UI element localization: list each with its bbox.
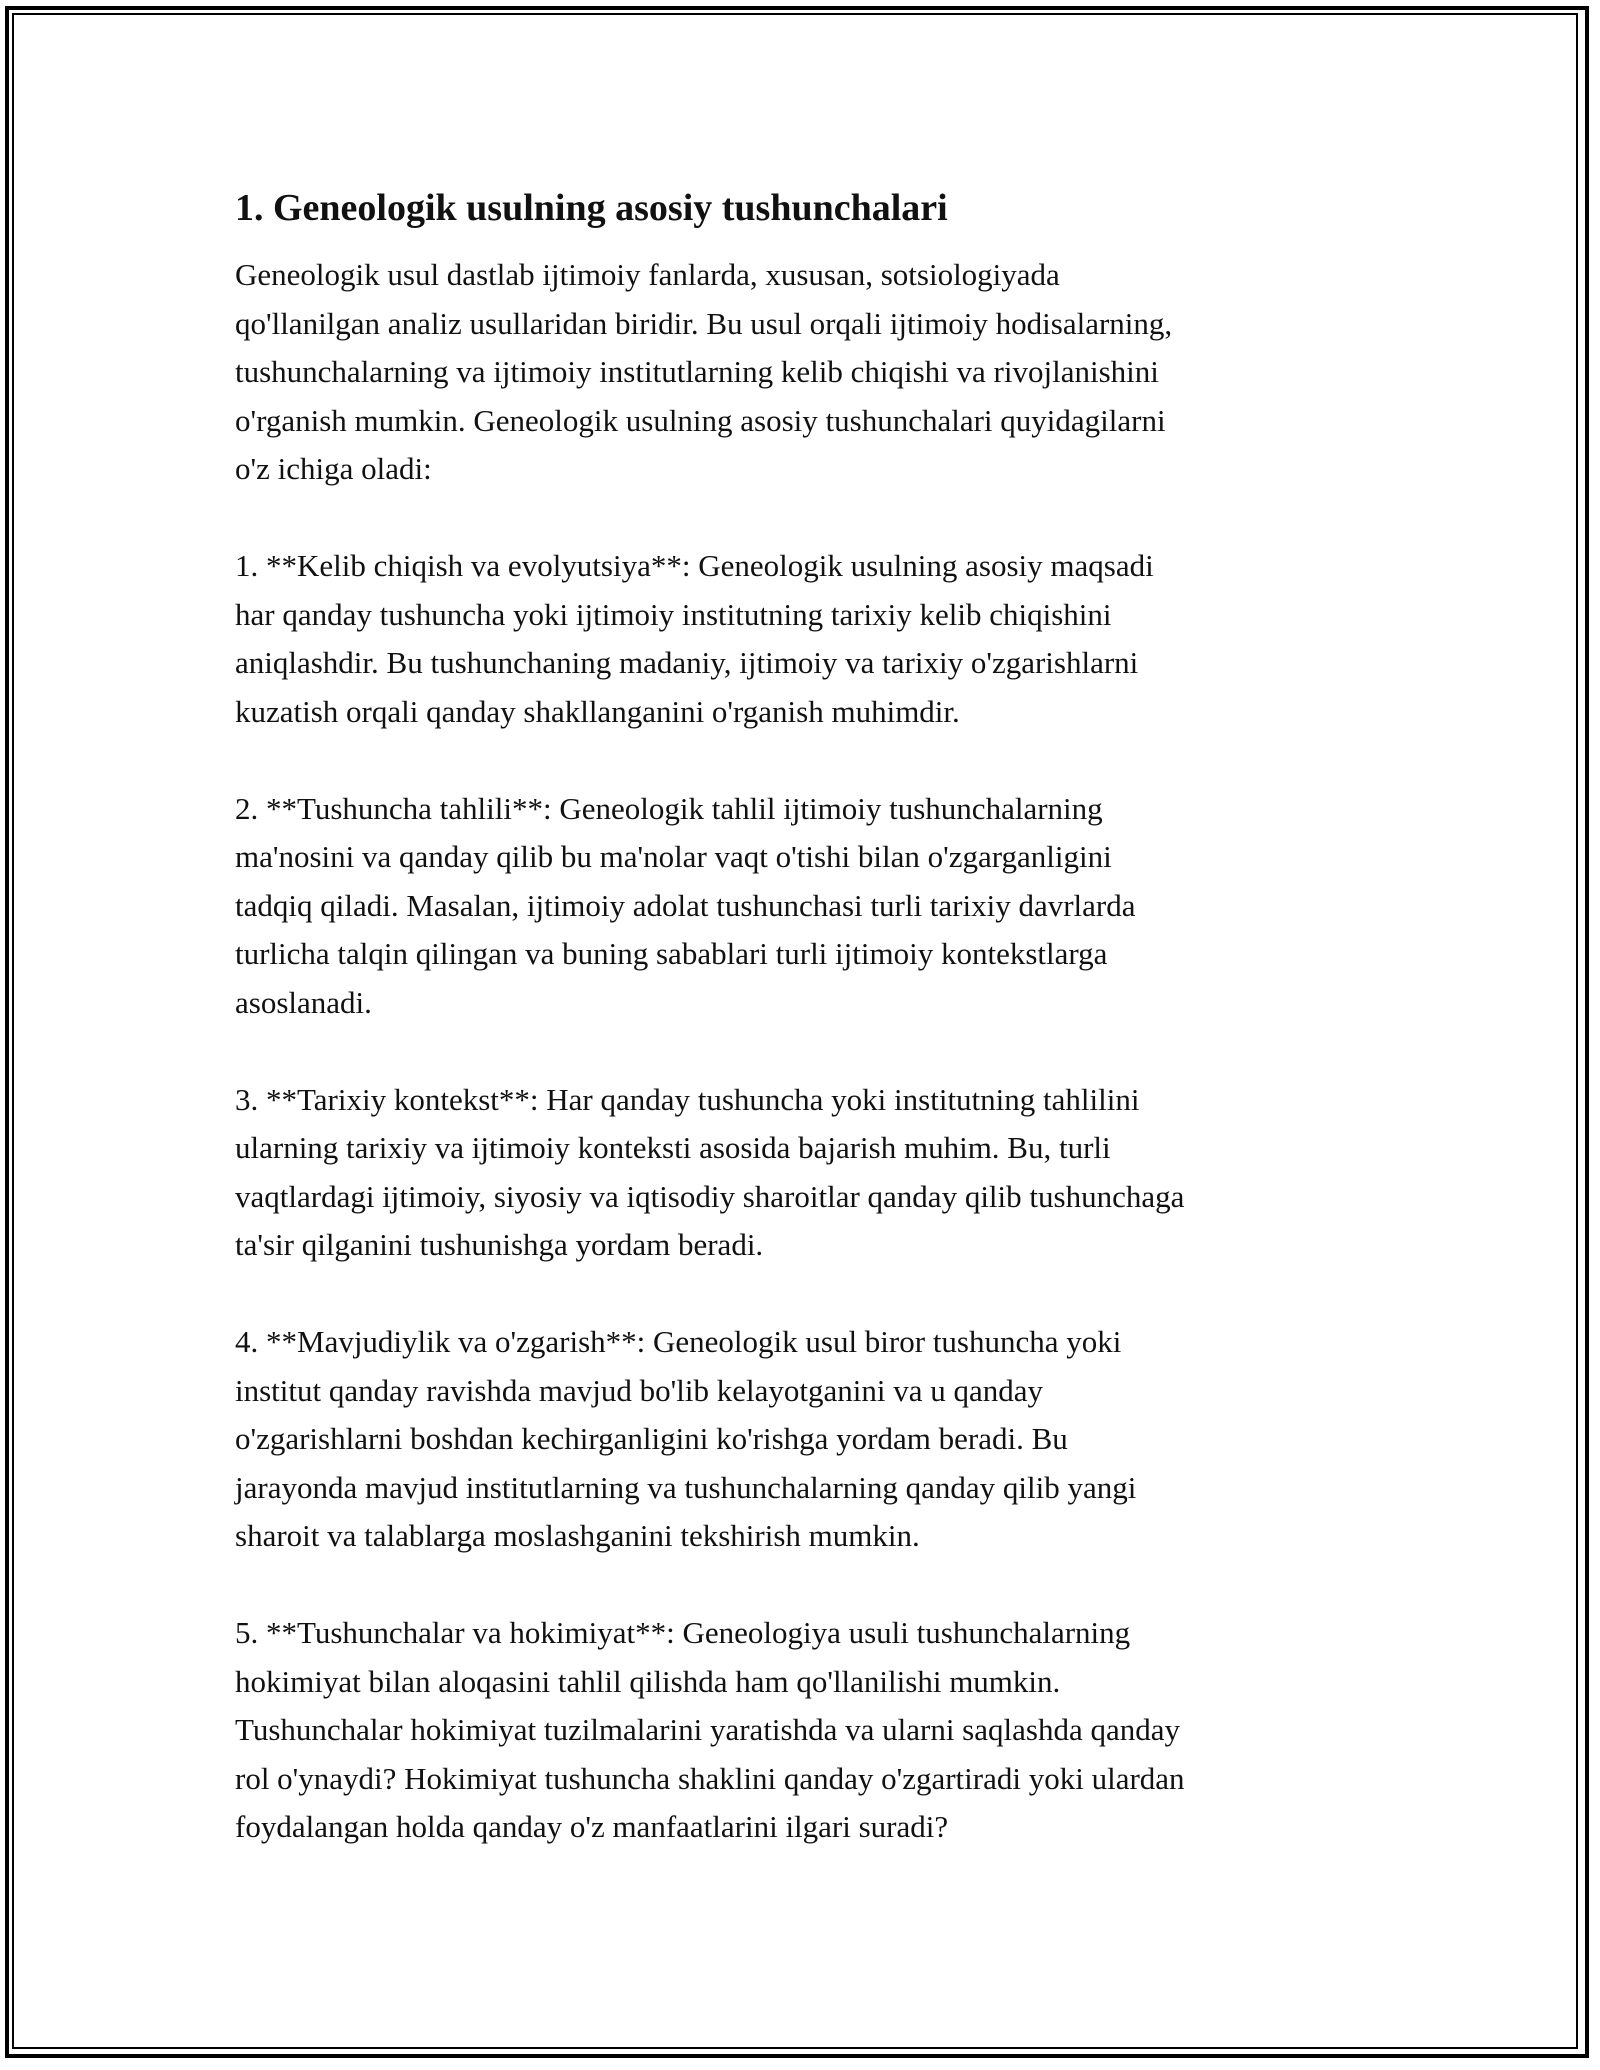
text-line: har qanday tushuncha yoki ijtimoiy institutning tarixiy kelib chiqishini xyxy=(235,596,1112,632)
list-item-hokimiyat xyxy=(235,1609,1375,1852)
text-line: Geneologik usul dastlab ijtimoiy fanlarda, xususan, sotsiologiyada xyxy=(235,257,1060,292)
text-line: rol o'ynaydi? Hokimiyat tushuncha shaklini qanday o'zgartiradi yoki ulardan xyxy=(235,1760,1185,1796)
text-line: tadqiq qiladi. Masalan, ijtimoiy adolat tushunchasi turli tarixiy davrlarda xyxy=(235,887,1136,923)
text-line: o'zgarishlarni boshdan kechirganligini ko'rishga yordam beradi. Bu xyxy=(235,1421,1068,1456)
list-item-mavjudiylik xyxy=(235,1318,1375,1561)
intro-paragraph xyxy=(235,251,1375,494)
text-line: sharoit va talablarga moslashganini tekshirish mumkin. xyxy=(235,1518,920,1553)
text-line: 2. **Tushuncha tahlili**: Geneologik tahlil ijtimoiy tushunchalarning xyxy=(235,790,1103,826)
text-line: 1. **Kelib chiqish va evolyutsiya**: Geneologik usulning asosiy maqsadi xyxy=(235,548,1154,583)
text-line: ta'sir qilganini tushunishga yordam beradi. xyxy=(235,1227,764,1262)
document-body xyxy=(235,185,1375,1900)
text-line: hokimiyat bilan aloqasini tahlil qilishda ham qo'llanilishi mumkin. xyxy=(235,1663,1061,1699)
text-line: ma'nosini va qanday qilib bu ma'nolar vaqt o'tishi bilan o'zgarganligini xyxy=(235,839,1112,874)
section-heading: 1. Geneologik usulning asosiy tushunchalari xyxy=(235,187,948,229)
text-line: o'z ichiga oladi: xyxy=(235,451,432,486)
text-line: o'rganish mumkin. Geneologik usulning asosiy tushunchalari quyidagilarni xyxy=(235,402,1166,438)
text-line: 3. **Tarixiy kontekst**: Har qanday tushuncha yoki institutning tahlilini xyxy=(235,1081,1140,1117)
text-line: institut qanday ravishda mavjud bo'lib kelayotganini va u qanday xyxy=(235,1372,1043,1408)
text-line: turlicha talqin qilingan va buning sabablari turli ijtimoiy kontekstlarga xyxy=(235,936,1108,971)
list-item-tarixiy-kontekst xyxy=(235,1076,1375,1270)
list-item-kelib-chiqish xyxy=(235,542,1375,736)
text-line: ularning tarixiy va ijtimoiy konteksti asosida bajarish muhim. Bu, turli xyxy=(235,1130,1111,1165)
text-line: kuzatish orqali qanday shakllanganini o'rganish muhimdir. xyxy=(235,693,960,729)
text-line: vaqtlardagi ijtimoiy, siyosiy va iqtisodiy sharoitlar qanday qilib tushunchaga xyxy=(235,1178,1185,1214)
text-line: jarayonda mavjud institutlarning va tushunchalarning qanday qilib yangi xyxy=(235,1469,1137,1505)
text-line: Tushunchalar hokimiyat tuzilmalarini yaratishda va ularni saqlashda qanday xyxy=(235,1712,1180,1747)
text-line: foydalangan holda qanday o'z manfaatlarini ilgari suradi? xyxy=(235,1809,949,1844)
text-line: 5. **Tushunchalar va hokimiyat**: Geneologiya usuli tushunchalarning xyxy=(235,1615,1131,1650)
text-line: asoslanadi. xyxy=(235,984,372,1020)
text-line: tushunchalarning va ijtimoiy institutlarning kelib chiqishi va rivojlanishini xyxy=(235,354,1159,389)
text-line: aniqlashdir. Bu tushunchaning madaniy, ijtimoiy va tarixiy o'zgarishlarni xyxy=(235,645,1139,680)
list-item-tushuncha-tahlili xyxy=(235,785,1375,1028)
text-line: qo'llanilgan analiz usullaridan biridir. Bu usul orqali ijtimoiy hodisalarning, xyxy=(235,305,1173,341)
text-line: 4. **Mavjudiylik va o'zgarish**: Geneologik usul biror tushuncha yoki xyxy=(235,1324,1122,1359)
